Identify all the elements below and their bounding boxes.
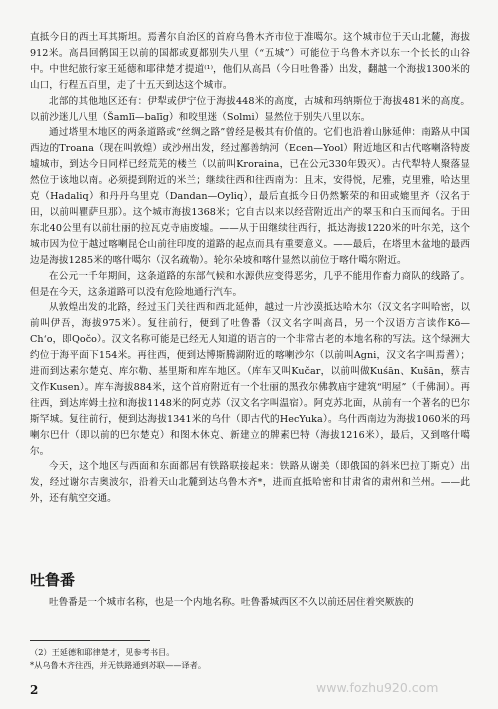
paragraph: 在公元一千年期间，这条道路的东部气候和水源供应变得恶劣，几乎不能用作畜力商队的线路了。但是在今天，这条道路可以没有危险地通行汽车。 (30, 270, 470, 298)
section-first-line: 吐鲁番是一个城市名称，也是一个内地名称。吐鲁番城西区不久以前还居住着突厥族的 (49, 597, 414, 608)
page-number: 2 (30, 683, 39, 697)
watermark: www.fozhu920.com (316, 680, 439, 695)
body-text (30, 30, 470, 507)
paragraph: 通过塔里木地区的两条道路或“丝绸之路”曾经是极其有价值的。它们也沿着山脉延伸：南路从中国西边的Troana（现在叫敦煌）或沙州出发，经过鄯善纳河（Ecen—Yool）附近地区和古代喀喇洛特废墟城市，到达今日同样已经荒芜的楼兰（以前叫Kroraina，已在公元330年毁灭）。古代犁特人聚落显然位于该地以南。必须提到附近的米兰；继续往西和往西南为：且末，安得悦，尼雅，克里雅，哈达里克（Hadaliq）和丹丹乌里克（Dandan—Oyliq），最后直抵今日仍然繁荣的和田或媲里齐（汉名于田，以前叫瞿萨旦那）。这个城市海拔1368米；它自古以来以经营附近出产的翠玉和白玉而闻名。于田东北40公里有以前壮丽的拉瓦克寺庙废墟。——从于田继续往西行，抵达海拔1220米的叶尔羌，这个城市因为位于越过喀喇昆仑山前往印度的道路的起点而具有重要意义。——最后，在塔里木盆地的最西边是海拔1285米的喀什噶尔（汉名疏勒）。轮尔朵坡和喀什显然以前位于喀什噶尔附近。 (30, 127, 470, 266)
paragraph: 北部的其他地区还有：伊犁或伊宁位于海拔448米的高度，古城和玛纳斯位于海拔481米的高度。以前沙迷儿八里（Šamlī—balīg）和咬里迷（Solmi）显然位于别失八里以东。 (30, 95, 470, 123)
section-heading: 吐鲁番 (30, 571, 76, 589)
footnote: *从乌鲁木齐往西，并无铁路通到苏联——译者。 (30, 659, 207, 670)
footnotes (30, 646, 470, 671)
footnote: （2）王延德和耶律楚才，见参考书目。 (30, 647, 175, 657)
paragraph: 从敦煌出发的北路，经过玉门关往西和西北延伸，越过一片沙漠抵达哈木尔（汉文名字叫哈密，以前叫伊吾，海拔975米）。复往前行，便到了吐鲁番（汉文名字叫高昌，另一个汉语方言读作Kō—Ch‘o，即Qočo）。汉文名称可能是已经无人知道的语言的一个非常古老的本地名称的写法。这个绿洲大约位于海平面下154米。再往西，便到达博斯腾湖附近的喀喇沙尔（以前叫Agni，汉文名字叫焉耆）；进而到达素尔楚克、库尔勒、基里斯和库车地区。（库车又叫Kučar，以前叫做Kuśān、Kušān，蔡吉文作Kusen）。库车海拔884米，这个首府附近有一个壮丽的黑孜尔佛教庙宇建筑“明屋”（千佛洞）。再往西，到达库姆土拉和海拔1148米的阿克苏（汉文名字叫温宿）。阿克苏北面，从前有一个著名的巴尔斯罕城。复往前行，便到达海拔1341米的乌什（即古代的HecYuka）。乌什西南边为海拔1060米的玛喇尔巴什（即以前的巴尔楚克）和图木休克、新建立的牌素巴特（海拔1216米），最后，又到喀什噶尔。 (30, 302, 470, 457)
paragraph: 直抵今日的西土耳其斯坦。焉耆尔自治区的首府乌鲁木齐市位于准噶尔。这个城市位于天山北麓，海拔912米。高昌回鹘国王以前的国都或夏都别失八里（“五城”）可能位于乌鲁木齐以东一个长长的山谷中。中世纪旅行家王延德和耶律楚才提道⁽¹⁾，他们从高昌（今日吐鲁番）出发，翻越一个海拔1300米的山口，行程五百里，走了十五天到达这个城市。 (30, 32, 470, 91)
paragraph: 今天，这个地区与西面和东面都居有铁路联接起来：铁路从谢美（即俄国的斜米巴拉丁斯克）出发，经过谢尔吉奥波尔，沿着天山北麓到达乌鲁木齐*，进而直抵哈密和甘肃省的肃州和兰州。——此外，还有航空交通。 (30, 461, 470, 505)
footnote-divider (30, 640, 150, 641)
